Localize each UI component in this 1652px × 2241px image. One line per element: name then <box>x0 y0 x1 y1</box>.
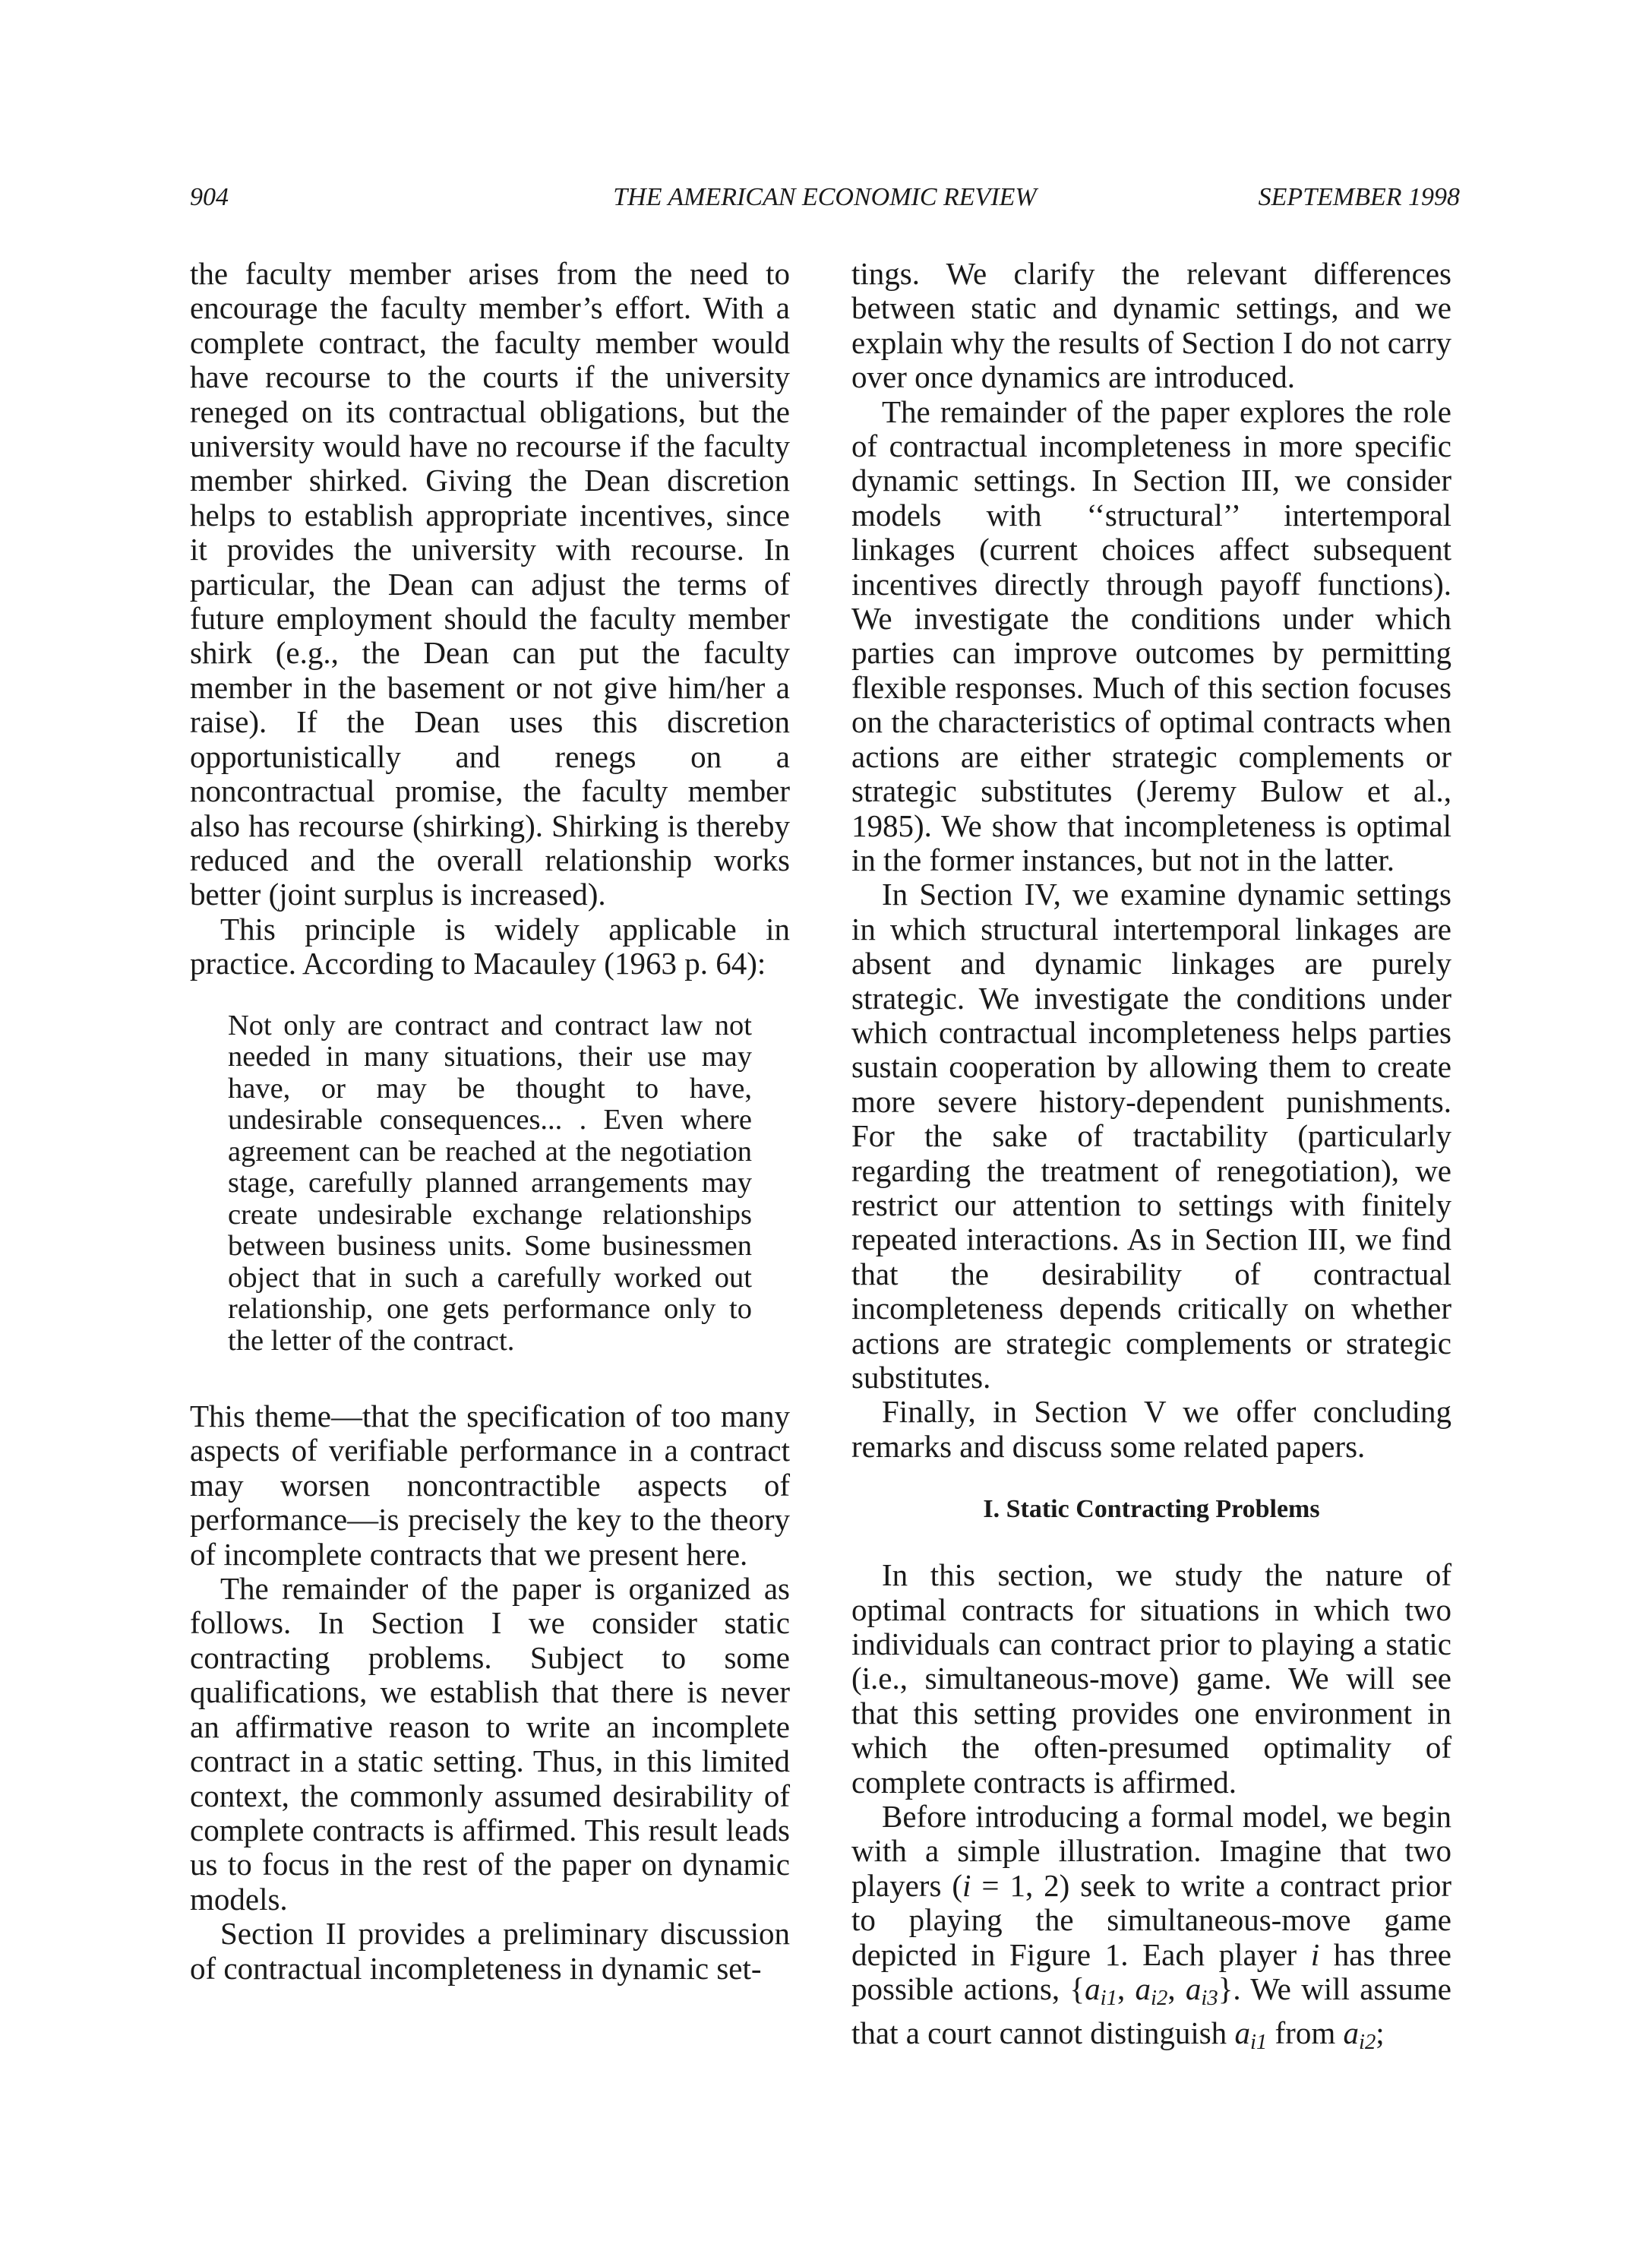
math-variable: i <box>962 1867 971 1903</box>
paragraph: Finally, in Section V we offer concluding remarks and discuss some related papers. <box>851 1394 1451 1464</box>
paragraph: The remainder of the paper explores the role of contractual incompleteness in more specific dynamic settings. In Section III, we consider models with ‘‘structural’’ intertemporal linkages (current choices affect subsequent incentives directly through payoff functions). We investigate the conditions under which parties can improve outcomes by permitting flexible responses. Much of this section focuses on the characteristics of optimal contracts when actions are either strategic complements or strategic substitutes (Jeremy Bulow et al., 1985). We show that incompleteness is optimal in the former instances, but not in the latter. <box>851 394 1451 877</box>
paragraph: This theme—that the specification of too many aspects of verifiable performance in a contract may worsen noncontractible aspects of performance—is precisely the key to the theory of incomplete contracts that we present here. <box>190 1399 790 1572</box>
math-subscript: i1 <box>1249 2029 1268 2054</box>
math-variable: a <box>1185 1971 1202 2007</box>
math-subscript: i2 <box>1358 2029 1376 2054</box>
journal-title: THE AMERICAN ECONOMIC REVIEW <box>613 183 1037 211</box>
math-variable: a <box>1343 2015 1359 2050</box>
block-quote: Not only are contract and contract law not needed in many situations, their use may have, or may be thought to have, undesirable consequences... . Even where agreement can be reached at the negotiation stage, carefully planned arrangements may create undesirable exchange relationships between business units. Some businessmen object that in such a carefully worked out relationship, one gets performance only to the letter of the contract. <box>228 1009 752 1357</box>
paragraph: tings. We clarify the relevant differences between static and dynamic settings, and we explain why the results of Section I do not carry over once dynamics are introduced. <box>851 256 1451 395</box>
text-run: Before introducing a formal model, we begin with a simple illustration. Imagine that two players ( <box>851 1799 1451 1903</box>
running-header <box>190 181 1460 214</box>
text-run: from <box>1267 2015 1344 2050</box>
text-run: ; <box>1376 2015 1385 2050</box>
paragraph: In this section, we study the nature of optimal contracts for situations in which two individuals can contract prior to playing a static (i.e., simultaneous-move) game. We will see that this setting provides one environment in which the often-presumed optimality of complete contracts is affirmed. <box>851 1557 1451 1800</box>
text-run: }. We will assume that a court cannot distinguish <box>851 1971 1452 2050</box>
math-variable: i <box>1310 1936 1320 1972</box>
text-run: , <box>1117 1971 1136 2007</box>
paragraph <box>851 1800 1451 2059</box>
text-run: = 1, 2) seek to write a contract prior to playing the simultaneous-move game depicted in Figure 1. Each player <box>851 1867 1451 1972</box>
math-subscript: i3 <box>1201 1986 1218 2011</box>
paragraph: This principle is widely applicable in practice. According to Macauley (1963 p. 64): <box>190 911 790 981</box>
paragraph: Section II provides a preliminary discussion of contractual incompleteness in dynamic set- <box>190 1916 790 1986</box>
left-column <box>190 257 790 1986</box>
math-variable: a <box>1135 1971 1151 2007</box>
section-heading: I. Static Contracting Problems <box>983 1495 1320 1524</box>
text-run: has three possible actions, { <box>851 1936 1451 2007</box>
paragraph: the faculty member arises from the need to encourage the faculty member’s effort. With a complete contract, the faculty member would have recourse to the courts if the university reneged on its contractual obligations, but the university would have no recourse if the faculty member shirked. Giving the Dean discretion helps to establish appropriate incentives, since it provides the university with recourse. In particular, the Dean can adjust the terms of future employment should the faculty member shirk (e.g., the Dean can put the faculty member in the basement or not give him/her a raise). If the Dean uses this discretion opportunistically and renegs on a noncontractual promise, the faculty member also has recourse (shirking). Shirking is thereby reduced and the overall relationship works better (joint surplus is increased). <box>190 256 790 912</box>
paragraph: The remainder of the paper is organized as follows. In Section I we consider static contracting problems. Subject to some qualifications, we establish that there is never an affirmative reason to write an incomplete contract in a static setting. Thus, in this limited context, the commonly assumed desirability of complete contracts is affirmed. This result leads us to focus in the rest of the paper on dynamic models. <box>190 1571 790 1917</box>
math-subscript: i1 <box>1100 1986 1117 2011</box>
page-number: 904 <box>190 183 229 211</box>
paragraph: In Section IV, we examine dynamic settings in which structural intertemporal linkages are absent and dynamic linkages are purely strategic. We investigate the conditions under which contractual incompleteness helps parties sustain cooperation by allowing them to create more severe history-dependent punishments. For the sake of tractability (particularly regarding the treatment of renegotiation), we restrict our attention to settings with finitely repeated interactions. As in Section III, we find that the desirability of contractual incompleteness depends critically on whether actions are strategic complements or strategic substitutes. <box>851 877 1451 1395</box>
math-variable: a <box>1085 1971 1101 2007</box>
math-variable: a <box>1234 2015 1250 2050</box>
math-subscript: i2 <box>1151 1986 1168 2011</box>
issue-date: SEPTEMBER 1998 <box>1258 183 1460 211</box>
text-run: , <box>1167 1971 1186 2007</box>
right-column <box>851 257 1451 2059</box>
